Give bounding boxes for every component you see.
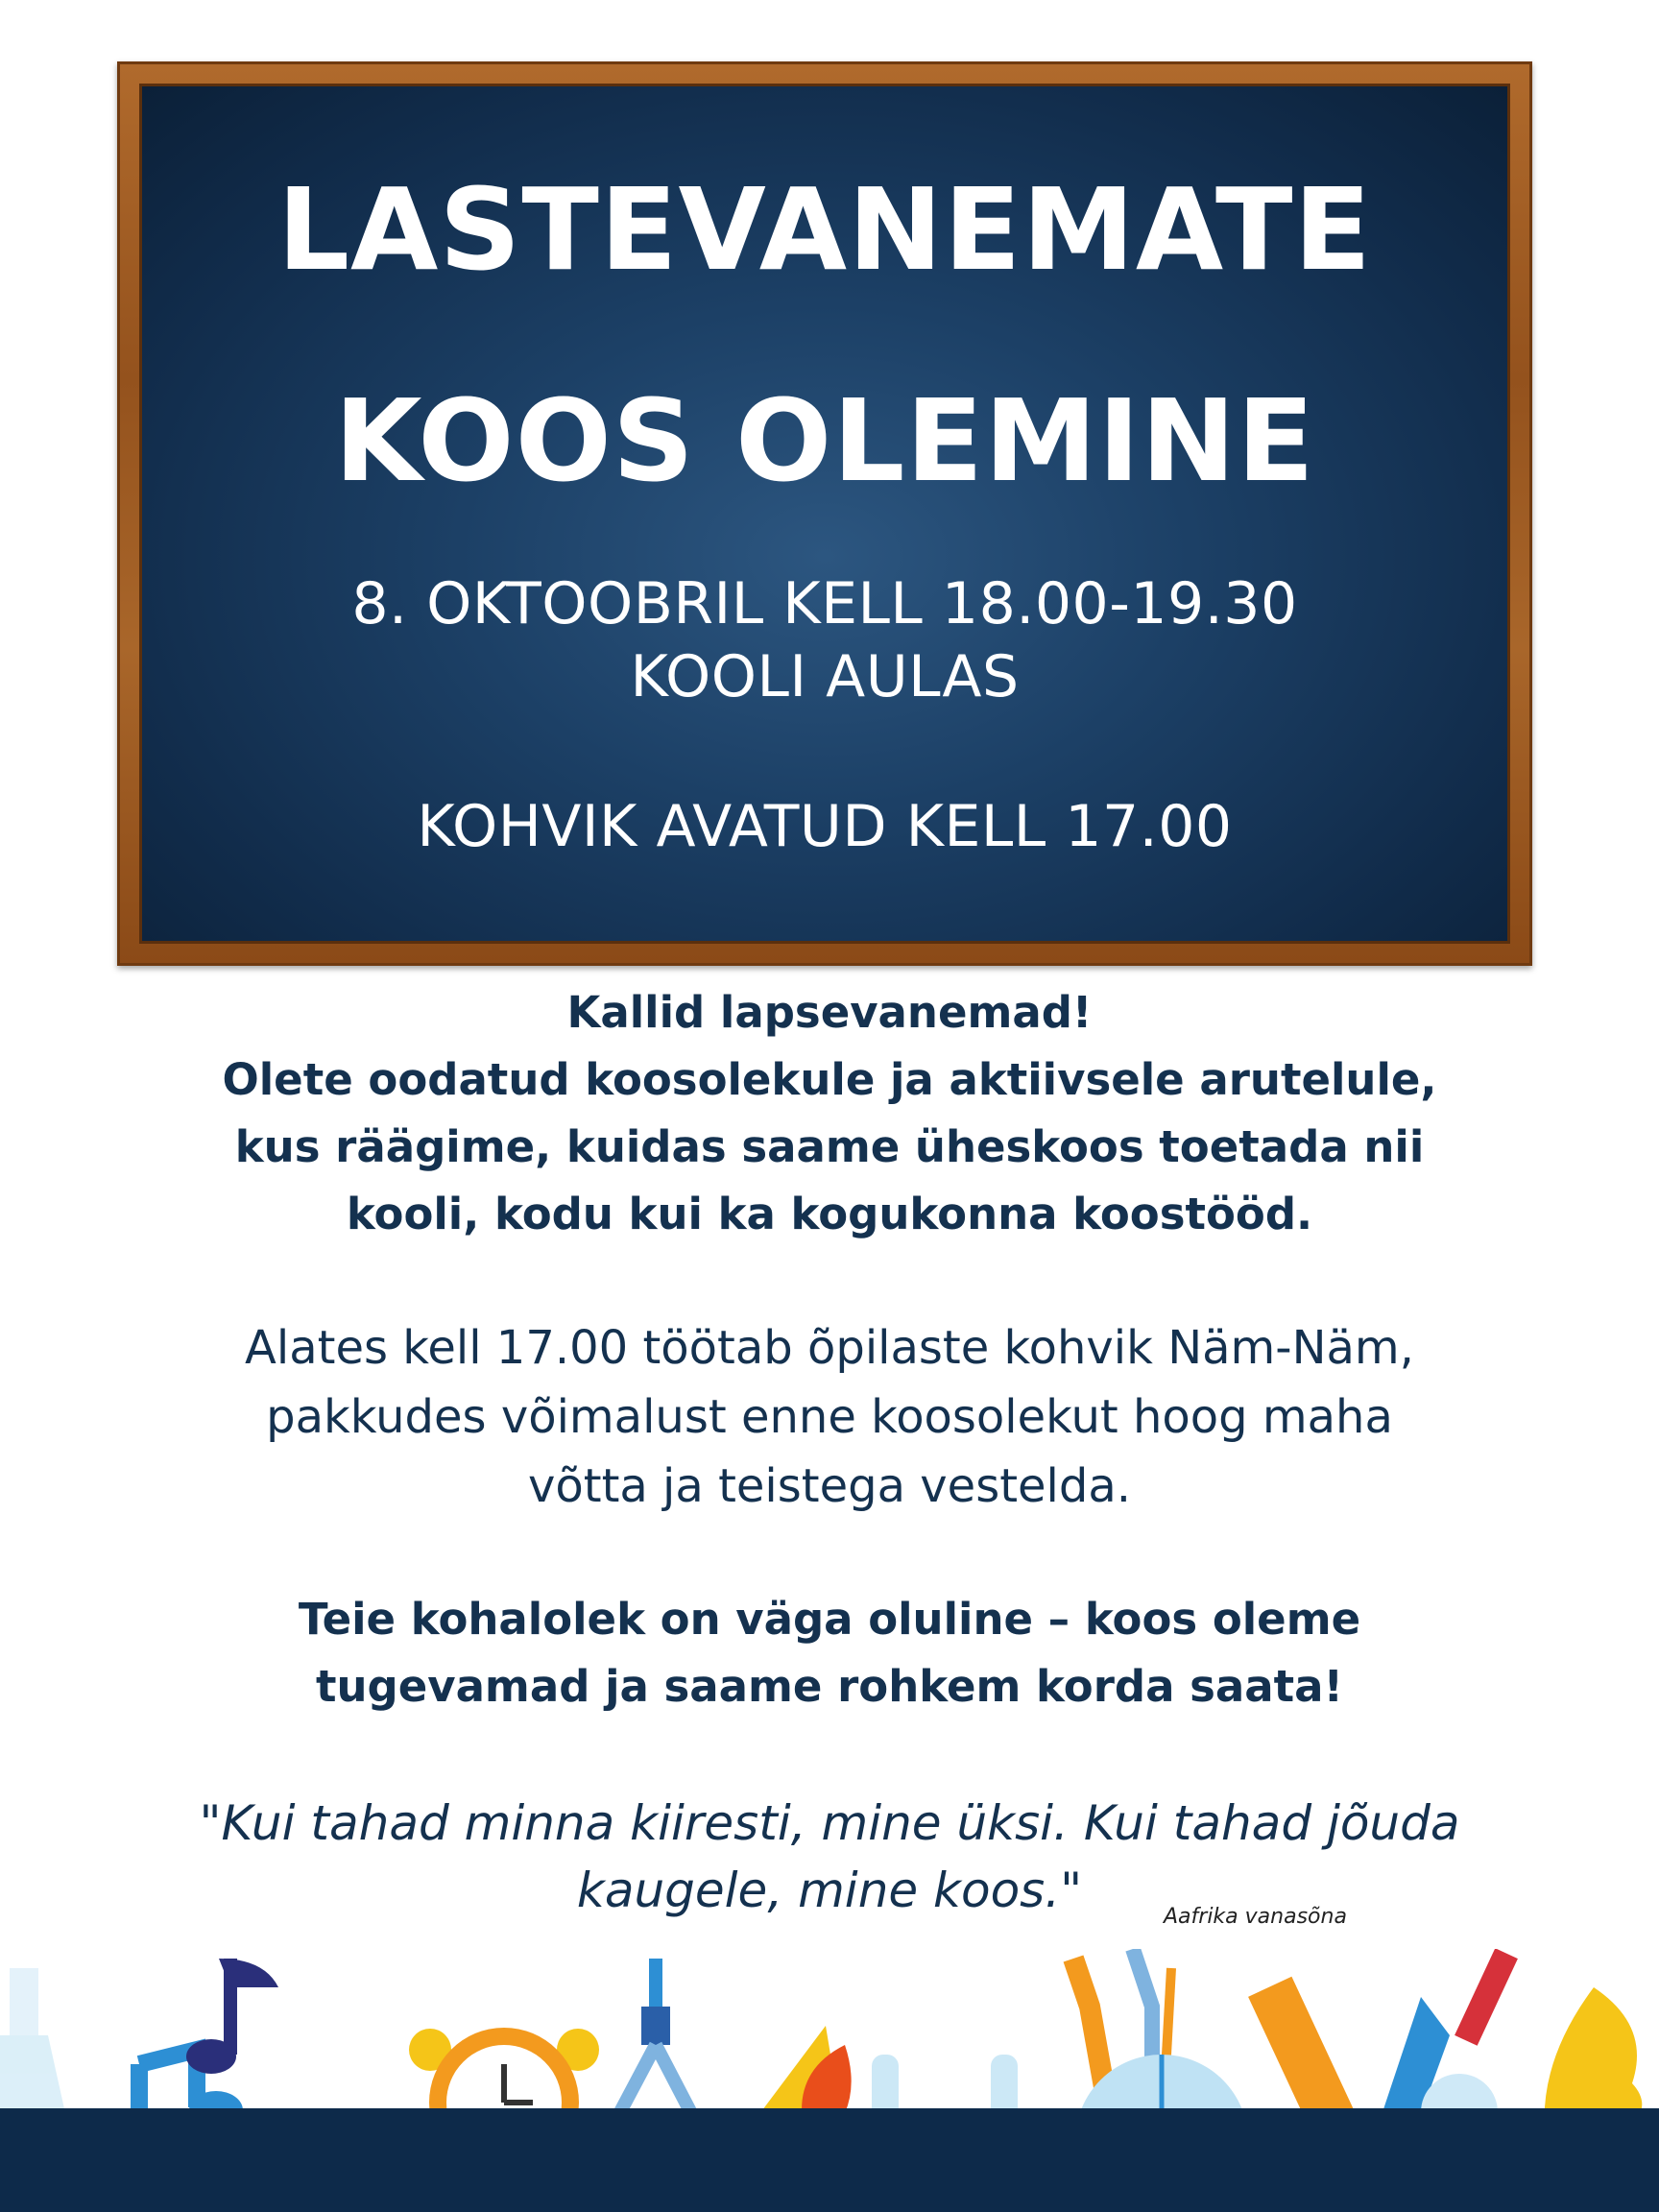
title-line-2: KOOS OLEMINE <box>334 374 1315 507</box>
music-note-icon <box>139 1959 278 2131</box>
closing-line-1: Teie kohalolek on väga oluline – koos oleme <box>298 1594 1361 1645</box>
title-line-1: LASTEVANEMATE <box>276 163 1373 296</box>
quote-attribution: Aafrika vanasõna <box>1164 1905 1347 1929</box>
cafe-line-1: Alates kell 17.00 töötab õpilaste kohvik Näm-Näm, <box>245 1321 1414 1375</box>
chalkboard-frame <box>117 61 1532 966</box>
footer-bar <box>0 2108 1659 2212</box>
intro-line-1: Olete oodatud koosolekule ja aktiivsele arutelule, <box>222 1054 1437 1105</box>
quote-line-1: "Kui tahad minna kiiresti, mine üksi. Kui tahad jõuda <box>199 1795 1460 1851</box>
quote-line-2: kaugele, mine koos." <box>576 1863 1083 1918</box>
cafe-line-2: pakkudes võimalust enne koosolekut hoog maha <box>266 1390 1393 1444</box>
event-place: KOOLI AULAS <box>630 643 1020 710</box>
cafe-time: KOHVIK AVATUD KELL 17.00 <box>417 793 1233 860</box>
closing-line-2: tugevamad ja saame rohkem korda saata! <box>315 1661 1344 1712</box>
intro-line-3: kooli, kodu kui ka kogukonna koostööd. <box>346 1189 1313 1239</box>
chalkboard <box>139 84 1510 944</box>
flask-icon <box>0 1968 67 2122</box>
intro-line-2: kus räägime, kuidas saame üheskoos toetada nii <box>234 1121 1425 1172</box>
event-date: 8. OKTOOBRIL KELL 18.00-19.30 <box>351 570 1298 637</box>
cafe-line-3: võtta ja teistega vestelda. <box>527 1459 1132 1513</box>
pencil-icon <box>1455 1949 1518 2046</box>
greeting: Kallid lapsevanemad! <box>566 987 1093 1038</box>
